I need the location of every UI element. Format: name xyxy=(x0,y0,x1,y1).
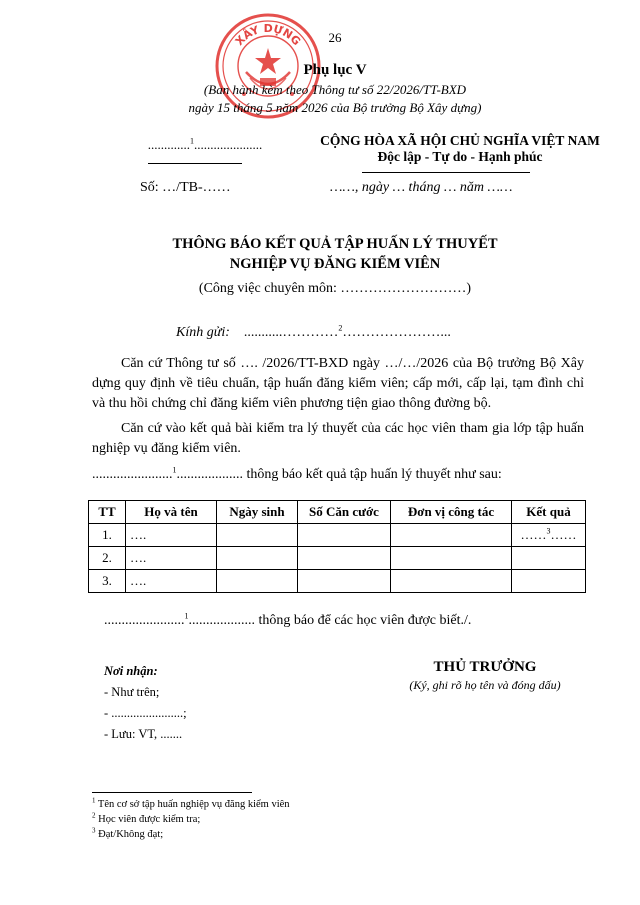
legal-basis-paragraph: Căn cứ Thông tư số …. /2026/TT-BXD ngày …/…/2026 của Bộ trưởng Bộ Xây dựng quy định về tiêu chuẩn, tập huấn đăng kiểm viên; cấp mới, cấp lại, tạm đình chỉ và thu hồi chứng chỉ đăng kiểm viên phương tiện giao thông đường bộ. xyxy=(92,356,584,411)
row-tt: 2. xyxy=(89,547,126,570)
motto-underline xyxy=(362,172,530,173)
signer-note: (Ký, ghi rõ họ tên và đóng dấu) xyxy=(409,678,561,692)
recipient-item: - Như trên; xyxy=(104,685,160,699)
table-row xyxy=(89,570,586,593)
row-birthdate xyxy=(217,547,298,570)
footnote-text: Tên cơ sở tập huấn nghiệp vụ đăng kiểm viên xyxy=(95,799,290,810)
footnote-number: 3 xyxy=(92,826,96,835)
row-id-number xyxy=(298,524,391,547)
recipient-dots-left: ...........………… xyxy=(243,325,339,340)
signer-title: THỦ TRƯỞNG xyxy=(433,659,537,675)
row-birthdate xyxy=(217,570,298,593)
footnote-number: 2 xyxy=(92,811,96,820)
footnote-item xyxy=(92,827,290,842)
row-name: …. xyxy=(126,570,217,593)
document-title xyxy=(0,234,640,274)
row-id-number xyxy=(298,547,391,570)
footnote-item xyxy=(92,812,290,827)
row-workplace xyxy=(391,524,512,547)
header-tt: TT xyxy=(89,501,126,524)
footnote-ref: 2 xyxy=(338,323,343,333)
agency-dots-right: ..................... xyxy=(194,137,263,152)
issuing-agency xyxy=(120,137,290,153)
header-workplace: Đơn vị công tác xyxy=(391,501,512,524)
closing-text: thông báo để các học viên được biết./. xyxy=(255,613,472,628)
result-dots-left: …… xyxy=(520,527,547,542)
header-id-number: Số Căn cước xyxy=(298,501,391,524)
row-tt: 1. xyxy=(89,524,126,547)
footnote-divider xyxy=(92,792,252,793)
national-header xyxy=(305,133,615,165)
footnote-item xyxy=(92,797,290,812)
row-name: …. xyxy=(126,547,217,570)
place-and-date: ……, ngày … tháng … năm …… xyxy=(330,180,513,195)
recipients-label: Nơi nhận: xyxy=(104,664,158,678)
closing-line xyxy=(104,613,471,629)
nation-name: CỘNG HÒA XÃ HỘI CHỦ NGHĨA VIỆT NAM xyxy=(320,133,600,148)
document-subtitle: (Công việc chuyên môn: ………………………) xyxy=(198,281,472,296)
title-line-1: THÔNG BÁO KẾT QUẢ TẬP HUẤN LÝ THUYẾT xyxy=(172,236,498,252)
footnote-ref: 1 xyxy=(172,465,177,475)
page-number: 26 xyxy=(328,30,342,45)
footnote-ref: 1 xyxy=(190,136,194,146)
footnote-ref: 1 xyxy=(184,611,189,621)
row-result xyxy=(512,547,586,570)
recipients-list xyxy=(104,661,187,745)
recipient-item: - .......................; xyxy=(104,706,187,720)
test-result-basis-paragraph: Căn cứ vào kết quả bài kiểm tra lý thuyết của các học viên tham gia lớp tập huấn nghiệp vụ đăng kiểm viên. xyxy=(92,421,584,456)
row-tt: 3. xyxy=(89,570,126,593)
row-result xyxy=(512,524,586,547)
closing-dots-left: ....................... xyxy=(104,613,185,628)
announce-text: thông báo kết quả tập huấn lý thuyết như sau: xyxy=(243,467,502,482)
stamp-text: XÂY DỰNG xyxy=(232,21,304,49)
footnote-ref: 3 xyxy=(546,526,551,536)
row-id-number xyxy=(298,570,391,593)
recipient-dots-right: …………………... xyxy=(342,325,451,340)
row-name: …. xyxy=(126,524,217,547)
signature-block xyxy=(380,659,590,693)
issued-by-line-2: ngày 15 tháng 5 năm 2026 của Bộ trưởng Bộ Xây dựng) xyxy=(188,100,482,115)
table-row xyxy=(89,524,586,547)
recipient-line xyxy=(176,325,451,341)
table-header-row xyxy=(89,501,586,524)
recipient-label: Kính gửi: xyxy=(176,325,230,340)
agency-dots-left: ............. xyxy=(147,137,190,152)
row-birthdate xyxy=(217,524,298,547)
announce-dots-right: ................... xyxy=(176,467,243,482)
footnotes xyxy=(92,797,290,842)
appendix-title: Phụ lục V xyxy=(303,62,367,78)
table-row xyxy=(89,547,586,570)
recipient-item: - Lưu: VT, ....... xyxy=(104,727,183,741)
results-table xyxy=(88,500,586,593)
header-result: Kết quả xyxy=(512,501,586,524)
announce-dots-left: ....................... xyxy=(92,467,173,482)
row-workplace xyxy=(391,547,512,570)
announcement-line xyxy=(92,467,502,483)
footnote-text: Học viên được kiểm tra; xyxy=(95,814,201,825)
agency-underline xyxy=(148,163,242,164)
closing-dots-right: ................... xyxy=(188,613,255,628)
title-line-2: NGHIỆP VỤ ĐĂNG KIỂM VIÊN xyxy=(229,256,441,272)
result-dots-right: …… xyxy=(550,527,577,542)
issued-by-line-1: (Ban hành kèm theo Thông tư số 22/2026/TT-BXD xyxy=(203,82,467,97)
document-number: Số: …/TB-…… xyxy=(140,180,231,195)
footnote-number: 1 xyxy=(92,796,96,805)
row-result xyxy=(512,570,586,593)
row-workplace xyxy=(391,570,512,593)
header-birthdate: Ngày sinh xyxy=(217,501,298,524)
nation-motto: Độc lập - Tự do - Hạnh phúc xyxy=(377,149,543,164)
footnote-text: Đạt/Không đạt; xyxy=(95,829,164,840)
header-name: Họ và tên xyxy=(126,501,217,524)
